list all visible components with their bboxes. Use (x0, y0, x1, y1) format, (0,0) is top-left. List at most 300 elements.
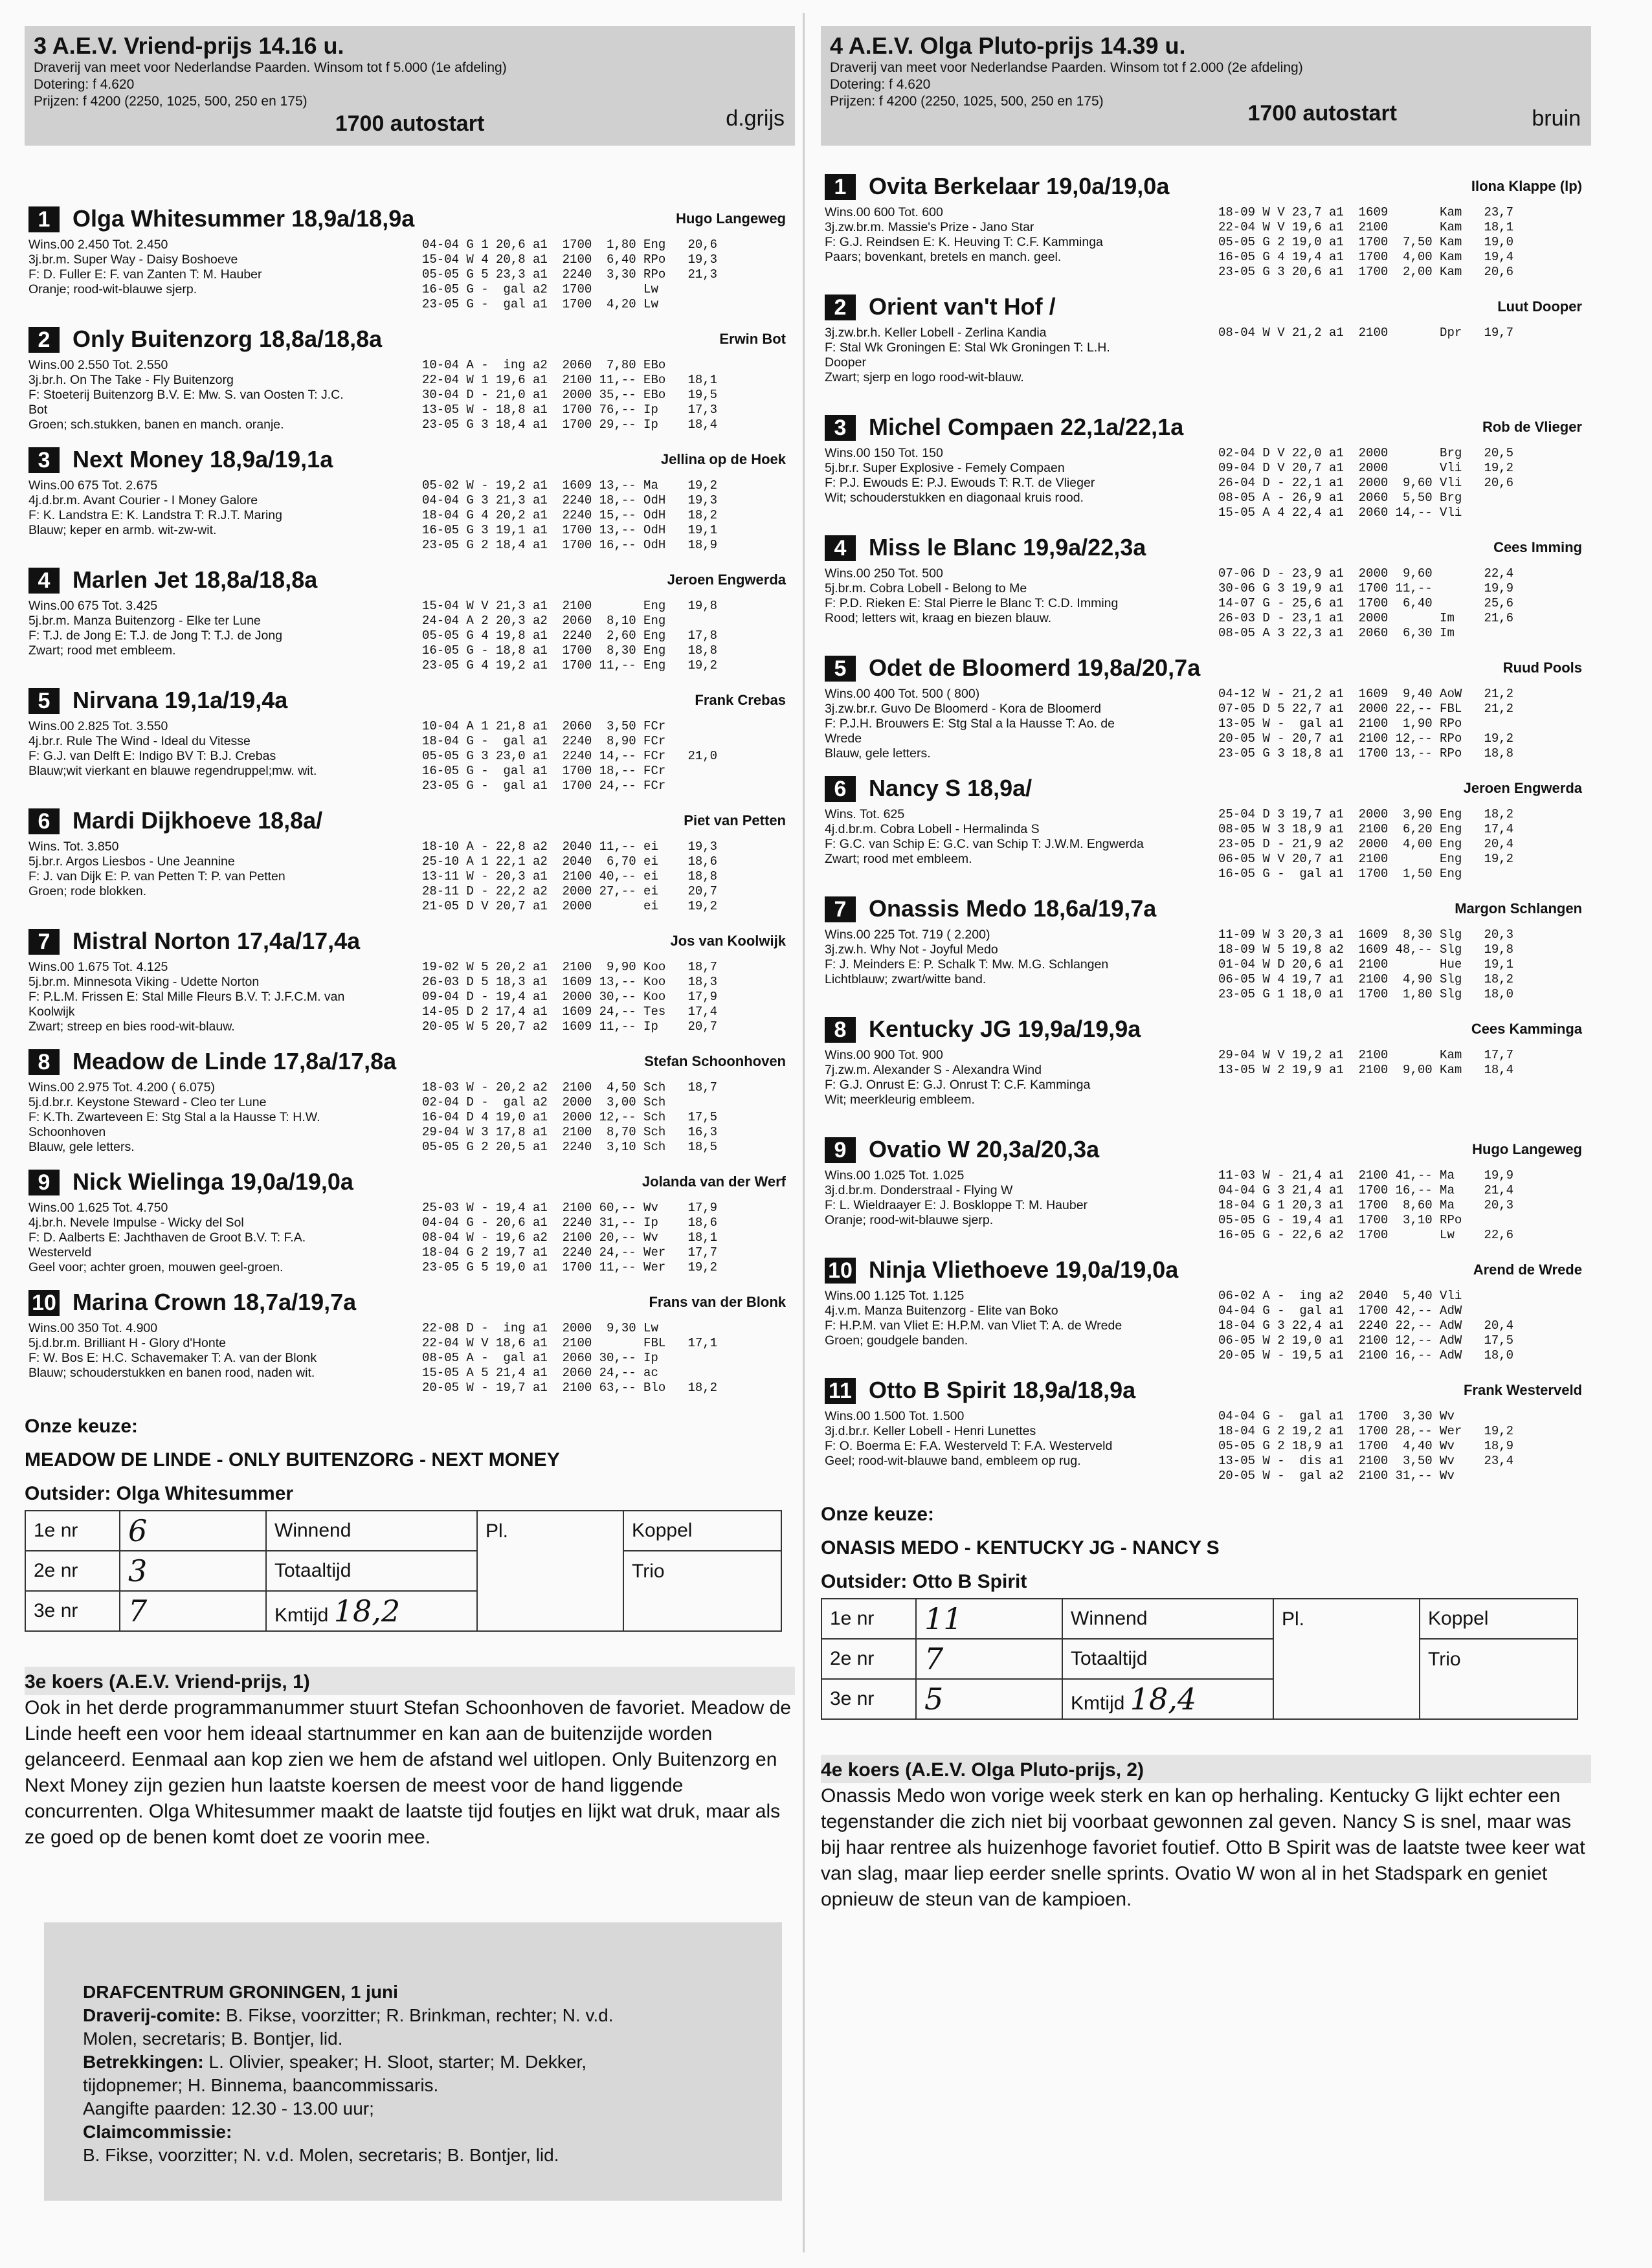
horse-driver: Margon Schlangen (1455, 900, 1582, 917)
horse-driver: Jellina op de Hoek (660, 451, 786, 467)
horse-info-line: Bot (28, 403, 48, 417)
horse-performances (1218, 1409, 1587, 1484)
horse-driver: Frans van der Blonk (649, 1294, 786, 1310)
performance-line: 08-05 A - gal a1 2060 30,-- Ip (422, 1351, 658, 1365)
info-text: B. Fikse, voorzitter; N. v.d. Molen, secretaris; B. Bontjer, lid. (83, 2145, 559, 2165)
performance-line: 04-04 G 1 20,6 a1 1700 1,80 Eng 20,6 (422, 238, 718, 252)
performance-line: 05-05 G 2 20,5 a1 2240 3,10 Sch 18,5 (422, 1140, 718, 1154)
horse-name: Odet de Bloomerd 19,8a/20,7a (869, 654, 1201, 681)
horse-info (825, 205, 1213, 265)
horse-info (825, 1048, 1213, 1107)
horse-info-line: Blauw; keper en armb. wit-zw-wit. (28, 523, 217, 537)
race-start: 1700 autostart (335, 111, 485, 136)
horse-info-line: F: G.C. van Schip E: G.C. van Schip T: J.W.M. Engwerda (825, 837, 1144, 851)
performance-line: 18-09 W 5 19,8 a2 1609 48,-- Slg 19,8 (1218, 942, 1514, 957)
horse-info-line: 3j.d.br.m. Donderstraal - Flying W (825, 1183, 1013, 1197)
horse-info-line: Wins.00 2.550 Tot. 2.550 (28, 358, 168, 372)
horse-info-line: F: K. Landstra E: K. Landstra T: R.J.T. Maring (28, 508, 282, 522)
horse-info (825, 326, 1213, 385)
performance-line: 25-04 D 3 19,7 a1 2000 3,90 Eng 18,2 (1218, 807, 1514, 821)
performance-line: 29-04 W V 19,2 a1 2100 Kam 17,7 (1218, 1048, 1514, 1062)
horse-entry (25, 562, 795, 683)
horse-driver: Ilona Klappe (lp) (1471, 178, 1582, 194)
race-conditions: Draverij van meet voor Nederlandse Paarden. Winsom tot f 2.000 (2e afdeling) (830, 60, 1303, 75)
performance-line: 08-05 W 3 18,9 a1 2100 6,20 Eng 17,4 (1218, 822, 1514, 836)
horse-number: 6 (28, 808, 60, 834)
horse-info-line: F: Stoeterij Buitenzorg B.V. E: Mw. S. van Oosten T: J.C. (28, 388, 344, 402)
horse-header (821, 891, 1591, 924)
performance-line: 11-03 W - 21,4 a1 2100 41,-- Ma 19,9 (1218, 1168, 1514, 1183)
horse-info-line: F: G.J. Reindsen E: K. Heuving T: C.F. Kamminga (825, 235, 1103, 249)
horse-info-line: Wins.00 1.025 Tot. 1.025 (825, 1168, 965, 1183)
performance-line: 04-04 G 3 21,3 a1 2240 18,-- OdH 19,3 (422, 493, 718, 507)
horse-info-line: Koolwijk (28, 1005, 75, 1019)
horse-entry (821, 771, 1591, 891)
horse-info-line: 3j.zw.h. Why Not - Joyful Medo (825, 942, 998, 957)
horse-number: 4 (28, 568, 60, 594)
performance-line: 23-05 G 3 18,4 a1 1700 29,-- Ip 18,4 (422, 417, 718, 432)
info-title: DRAFCENTRUM GRONINGEN, 1 juni (83, 1982, 398, 2002)
horse-name: Marlen Jet 18,8a/18,8a (73, 566, 318, 593)
horse-info-line: F: G.J. van Delft E: Indigo BV T: B.J. Crebas (28, 749, 276, 763)
horse-info-line: F: P.D. Rieken E: Stal Pierre le Blanc T: C.D. Imming (825, 596, 1119, 610)
horse-name: Ovita Berkelaar 19,0a/19,0a (869, 173, 1170, 199)
horse-header (821, 650, 1591, 683)
pl-label: Pl. (1273, 1599, 1420, 1719)
horse-performances (422, 599, 791, 673)
horse-info-line: 5j.d.br.r. Keystone Steward - Cleo ter Lune (28, 1095, 267, 1109)
horse-name: Meadow de Linde 17,8a/17,8a (73, 1048, 397, 1074)
handwritten-kmtijd: 18,4 (1130, 1682, 1197, 1717)
horse-info-line: 3j.zw.br.r. Guvo De Bloomerd - Kora de Bloomerd (825, 702, 1102, 716)
horse-name: Ovatio W 20,3a/20,3a (869, 1136, 1100, 1162)
info-label: Draverij-comite: (83, 2005, 221, 2025)
horse-header (821, 1012, 1591, 1044)
horse-info-line: 3j.zw.br.m. Massie's Prize - Jano Star (825, 220, 1034, 234)
horse-info (825, 807, 1213, 867)
handwritten-number: 7 (120, 1591, 266, 1631)
horse-entry (821, 1012, 1591, 1132)
handwritten-number: 5 (916, 1679, 1062, 1719)
horse-entry (25, 683, 795, 803)
performance-line: 25-03 W - 19,4 a1 2100 60,-- Wv 17,9 (422, 1201, 718, 1215)
horse-info-line: F: K.Th. Zwarteveen E: Stg Stal a la Hausse T: H.W. (28, 1110, 320, 1124)
horse-header (25, 683, 795, 715)
horse-performances (1218, 566, 1587, 641)
horse-info-line: Wins.00 2.825 Tot. 3.550 (28, 719, 168, 733)
horse-entry (821, 169, 1591, 289)
horse-name: Nick Wielinga 19,0a/19,0a (73, 1168, 353, 1195)
horse-info-line: Wins.00 250 Tot. 500 (825, 566, 943, 581)
horse-header (821, 771, 1591, 803)
info-label: Claimcommissie: (83, 2122, 232, 2142)
outsider: Outsider: Otto B Spirit (821, 1571, 1027, 1592)
horse-driver: Stefan Schoonhoven (644, 1053, 786, 1069)
performance-line: 19-02 W 5 20,2 a1 2100 9,90 Koo 18,7 (422, 960, 718, 974)
performance-line: 23-05 G - gal a1 1700 24,-- FCr (422, 779, 666, 793)
performance-line: 04-04 G - gal a1 1700 42,-- AdW (1218, 1304, 1462, 1318)
horse-header (25, 1285, 795, 1317)
horse-number: 8 (28, 1049, 60, 1075)
performance-line: 10-04 A 1 21,8 a1 2060 3,50 FCr (422, 719, 666, 733)
horse-number: 2 (28, 327, 60, 353)
performance-line: 16-05 G - gal a2 1700 Lw (422, 282, 658, 296)
column-divider (803, 13, 805, 2252)
performance-line: 23-05 G 3 20,6 a1 1700 2,00 Kam 20,6 (1218, 265, 1514, 279)
track-info-box (44, 1922, 782, 2201)
result-table (821, 1598, 1578, 1720)
horse-info-line: Zwart; rood met embleem. (28, 643, 176, 658)
performance-line: 04-04 G 3 21,4 a1 1700 16,-- Ma 21,4 (1218, 1183, 1514, 1197)
horse-name: Mistral Norton 17,4a/17,4a (73, 928, 361, 954)
horse-info-line: F: T.J. de Jong E: T.J. de Jong T: T.J. de Jong (28, 628, 283, 643)
horse-number: 3 (825, 415, 856, 441)
handwritten-number: 3 (120, 1551, 266, 1591)
horse-number: 7 (825, 896, 856, 922)
race-dotering: Dotering: f 4.620 (34, 77, 135, 92)
horse-performances (422, 1080, 791, 1155)
horse-driver: Jos van Koolwijk (670, 933, 786, 949)
horse-info-line: F: Stal Wk Groningen E: Stal Wk Groningen T: L.H. (825, 340, 1110, 355)
horse-performances (1218, 1048, 1587, 1078)
performance-line: 18-04 G 3 22,4 a1 2240 22,-- AdW 20,4 (1218, 1318, 1514, 1333)
horse-entry (25, 1285, 795, 1405)
horse-entry (25, 201, 795, 322)
performance-line: 05-05 G 2 19,0 a1 1700 7,50 Kam 19,0 (1218, 235, 1514, 249)
pl-label: Pl. (477, 1511, 623, 1631)
horse-driver: Frank Westerveld (1463, 1382, 1582, 1398)
performance-line: 23-05 G 4 19,2 a1 1700 11,-- Eng 19,2 (422, 658, 718, 673)
horse-info-line: F: P.L.M. Frissen E: Stal Mille Fleurs B.V. T: J.F.C.M. van (28, 990, 345, 1004)
horse-performances (1218, 205, 1587, 280)
horse-info-line: Wins.00 675 Tot. 3.425 (28, 599, 158, 613)
horse-entry (821, 650, 1591, 771)
horse-name: Nirvana 19,1a/19,4a (73, 687, 288, 713)
horse-performances (1218, 928, 1587, 1002)
info-text: B. Fikse, voorzitter; R. Brinkman, rechter; N. v.d. (221, 2005, 614, 2025)
performance-line: 16-05 G - gal a1 1700 1,50 Eng (1218, 867, 1462, 881)
horse-entry (821, 530, 1591, 650)
row-label: 1e nr (25, 1511, 120, 1551)
horse-performances (422, 238, 791, 312)
horse-name: Marina Crown 18,7a/19,7a (73, 1289, 357, 1315)
horse-info-line: Groen; sch.stukken, banen en manch. oranje. (28, 417, 284, 432)
row-label: 2e nr (821, 1639, 916, 1679)
performance-line: 15-05 A 5 21,4 a1 2060 24,-- ac (422, 1366, 658, 1380)
keuze-picks: MEADOW DE LINDE - ONLY BUITENZORG - NEXT MONEY (25, 1449, 560, 1471)
row-label: 3e nr (821, 1679, 916, 1719)
koppel-label: Koppel (1420, 1599, 1578, 1639)
horse-info-line: 5j.br.r. Super Explosive - Femely Compaen (825, 461, 1065, 475)
horse-driver: Hugo Langeweg (676, 210, 786, 227)
performance-line: 16-05 G 3 19,1 a1 1700 13,-- OdH 19,1 (422, 523, 718, 537)
race-conditions: Draverij van meet voor Nederlandse Paarden. Winsom tot f 5.000 (1e afdeling) (34, 60, 507, 75)
performance-line: 18-10 A - 22,8 a2 2040 11,-- ei 19,3 (422, 839, 718, 854)
performance-line: 23-05 G 2 18,4 a1 1700 16,-- OdH 18,9 (422, 538, 718, 552)
performance-line: 20-05 W - 19,5 a1 2100 16,-- AdW 18,0 (1218, 1348, 1514, 1362)
horse-performances (422, 1201, 791, 1275)
horse-info-line: Westerveld (28, 1245, 92, 1260)
race-dotering: Dotering: f 4.620 (830, 77, 931, 92)
horse-performances (1218, 807, 1587, 882)
horse-info-line: 3j.br.h. On The Take - Fly Buitenzorg (28, 373, 234, 387)
horse-driver: Arend de Wrede (1473, 1262, 1582, 1278)
winnend-label: Winnend (266, 1511, 477, 1551)
horse-info-line: Wins.00 2.975 Tot. 4.200 ( 6.075) (28, 1080, 215, 1095)
horse-number: 7 (28, 929, 60, 955)
horse-info (28, 839, 417, 899)
horse-info-line: Paars; bovenkant, bretels en manch. geel. (825, 250, 1062, 264)
horse-info-line: F: O. Boerma E: F.A. Westerveld T: F.A. Westerveld (825, 1439, 1113, 1453)
horse-info-line: Groen; rode blokken. (28, 884, 147, 898)
horse-info-line: 5j.d.br.m. Brilliant H - Glory d'Honte (28, 1336, 226, 1350)
performance-line: 18-04 G - gal a1 2240 8,90 FCr (422, 734, 666, 748)
horse-info (825, 1289, 1213, 1348)
horse-name: Onassis Medo 18,6a/19,7a (869, 895, 1157, 922)
horse-number: 9 (825, 1137, 856, 1163)
horse-info-line: Geel; rood-wit-blauwe band, embleem op rug. (825, 1454, 1081, 1468)
horse-number: 6 (825, 776, 856, 802)
horse-info-line: F: H.P.M. van Vliet E: H.P.M. van Vliet T: A. de Wrede (825, 1318, 1122, 1333)
horse-driver: Hugo Langeweg (1472, 1141, 1582, 1157)
performance-line: 13-05 W - 18,8 a1 1700 76,-- Ip 17,3 (422, 403, 718, 417)
keuze-picks: ONASIS MEDO - KENTUCKY JG - NANCY S (821, 1537, 1220, 1559)
horse-performances (1218, 1289, 1587, 1363)
horse-info (28, 719, 417, 779)
horse-driver: Jeroen Engwerda (1463, 780, 1582, 796)
horse-info-line: 4j.d.br.m. Cobra Lobell - Hermalinda S (825, 822, 1040, 836)
horse-driver: Jeroen Engwerda (667, 572, 786, 588)
winnend-label: Winnend (1062, 1599, 1273, 1639)
horse-info-line: F: L. Wieldraayer E: J. Boskloppe T: M. Hauber (825, 1198, 1088, 1212)
story-text: Ook in het derde programmanummer stuurt Stefan Schoonhoven de favoriet. Meadow de Linde heeft een voor hem ideaal startnummer en kan aan de buitenzijde worden gelanceerd. Eenmaal aan kop zien we hem de afstand wel uitlopen. Only Buitenzorg en Next Money zijn gezien hun laatste koersen de meest voor de hand liggende concurrenten. Olga Whitesummer maakt de laatste tijd foutjes en lijkt wat druk, maar als ze goed op de benen komt doet ze voorin mee. (25, 1697, 791, 1848)
performance-line: 02-04 D - gal a2 2000 3,00 Sch (422, 1095, 666, 1109)
performance-line: 05-05 G 4 19,8 a1 2240 2,60 Eng 17,8 (422, 628, 718, 643)
performance-line: 26-03 D - 23,1 a1 2000 Im 21,6 (1218, 611, 1514, 625)
info-text: Aangifte paarden: 12.30 - 13.00 uur; (83, 2098, 374, 2118)
horse-number: 11 (825, 1378, 856, 1404)
performance-line: 24-04 A 2 20,3 a2 2060 8,10 Eng (422, 614, 666, 628)
horse-info (28, 1321, 417, 1381)
horse-info-line: 4j.br.h. Nevele Impulse - Wicky del Sol (28, 1216, 244, 1230)
horse-number: 5 (28, 688, 60, 714)
keuze-label: Onze keuze: (25, 1416, 139, 1437)
handwritten-kmtijd: 18,2 (333, 1594, 401, 1629)
horse-number: 10 (28, 1290, 60, 1316)
performance-line: 16-05 G - gal a1 1700 18,-- FCr (422, 764, 666, 778)
handwritten-number: 11 (916, 1599, 1062, 1639)
horse-performances (1218, 446, 1587, 520)
horse-entry (25, 1044, 795, 1164)
performance-line: 23-05 G 1 18,0 a1 1700 1,80 Slg 18,0 (1218, 987, 1514, 1001)
performance-line: 06-05 W 4 19,7 a1 2100 4,90 Slg 18,2 (1218, 972, 1514, 986)
horse-number: 3 (28, 447, 60, 473)
performance-line: 05-05 G 5 23,3 a1 2240 3,30 RPo 21,3 (422, 267, 718, 282)
horse-performances (422, 960, 791, 1034)
trio-label: Trio (1420, 1639, 1578, 1719)
kmtijd-label: Kmtijd (1071, 1693, 1125, 1714)
horse-header (821, 1252, 1591, 1285)
performance-line: 09-04 D - 19,4 a1 2000 30,-- Koo 17,9 (422, 990, 718, 1004)
performance-line: 16-05 G - 18,8 a1 1700 8,30 Eng 18,8 (422, 643, 718, 658)
horse-name: Miss le Blanc 19,9a/22,3a (869, 534, 1146, 561)
performance-line: 18-04 G 1 20,3 a1 1700 8,60 Ma 20,3 (1218, 1198, 1514, 1212)
horse-header (821, 530, 1591, 562)
horse-info-line: Zwart; streep en bies rood-wit-blauw. (28, 1019, 235, 1034)
horse-info-line: Wit; meerkleurig embleem. (825, 1093, 975, 1107)
horse-info-line: Wins.00 900 Tot. 900 (825, 1048, 943, 1062)
horse-info-line: Wins.00 2.450 Tot. 2.450 (28, 238, 168, 252)
horse-name: Olga Whitesummer 18,9a/18,9a (73, 205, 415, 232)
horse-driver: Luut Dooper (1497, 298, 1582, 315)
horse-header (25, 803, 795, 836)
horse-info-line: Zwart; sjerp en logo rood-wit-blauw. (825, 370, 1024, 384)
horse-info-line: 4j.br.r. Rule The Wind - Ideal du Vitesse (28, 734, 251, 748)
performance-line: 05-05 G - 19,4 a1 1700 3,10 RPo (1218, 1213, 1462, 1227)
horse-performances (422, 1321, 791, 1395)
performance-line: 25-10 A 1 22,1 a2 2040 6,70 ei 18,6 (422, 854, 718, 869)
performance-line: 16-05 G - 22,6 a2 1700 Lw 22,6 (1218, 1228, 1514, 1242)
horse-info-line: Wins.00 150 Tot. 150 (825, 446, 943, 460)
horse-info (28, 358, 417, 432)
performance-line: 08-05 A 3 22,3 a1 2060 6,30 Im (1218, 626, 1455, 640)
horse-info-line: 4j.d.br.m. Avant Courier - I Money Galore (28, 493, 258, 507)
horse-driver: Cees Imming (1493, 539, 1582, 555)
horse-name: Mardi Dijkhoeve 18,8a/ (73, 807, 323, 834)
performance-line: 04-04 G - 20,6 a1 2240 31,-- Ip 18,6 (422, 1216, 718, 1230)
horse-name: Otto B Spirit 18,9a/18,9a (869, 1377, 1136, 1403)
performance-line: 22-04 W V 19,6 a1 2100 Kam 18,1 (1218, 220, 1514, 234)
horse-info (825, 566, 1213, 626)
performance-line: 20-05 W - 20,7 a1 2100 12,-- RPo 19,2 (1218, 731, 1514, 746)
row-label: 2e nr (25, 1551, 120, 1591)
info-text: Molen, secretaris; B. Bontjer, lid. (83, 2029, 343, 2049)
performance-line: 08-04 W V 21,2 a1 2100 Dpr 19,7 (1218, 326, 1514, 340)
horse-info-line: Wins.00 600 Tot. 600 (825, 205, 943, 219)
outsider: Outsider: Olga Whitesummer (25, 1483, 294, 1504)
horse-info-line: Lichtblauw; zwart/witte band. (825, 972, 987, 986)
performance-line: 15-04 W 4 20,8 a1 2100 6,40 RPo 19,3 (422, 252, 718, 267)
horse-info-line: Wit; schouderstukken en diagonaal kruis rood. (825, 491, 1084, 505)
horse-info-line: Blauw; schouderstukken en banen rood, naden wit. (28, 1366, 315, 1380)
horse-header (25, 1044, 795, 1076)
handwritten-number: 6 (120, 1511, 266, 1551)
horse-info-line: Wins.00 350 Tot. 4.900 (28, 1321, 158, 1335)
horse-entry (25, 322, 795, 442)
performance-line: 16-05 G 4 19,4 a1 1700 4,00 Kam 19,4 (1218, 250, 1514, 264)
handwritten-number: 7 (916, 1639, 1062, 1679)
row-label: 3e nr (25, 1591, 120, 1631)
performance-line: 26-04 D - 22,1 a1 2000 9,60 Vli 20,6 (1218, 476, 1514, 490)
horse-info-line: F: D. Fuller E: F. van Zanten T: M. Hauber (28, 267, 262, 282)
horse-header (25, 562, 795, 595)
performance-line: 07-06 D - 23,9 a1 2000 9,60 22,4 (1218, 566, 1514, 581)
horse-name: Nancy S 18,9a/ (869, 775, 1032, 801)
horse-number: 10 (825, 1258, 856, 1284)
race-title: 3 A.E.V. Vriend-prijs 14.16 u. (34, 32, 344, 59)
horse-info-line: Wins.00 1.500 Tot. 1.500 (825, 1409, 965, 1423)
horse-info-line: 7j.zw.m. Alexander S - Alexandra Wind (825, 1063, 1042, 1077)
race-color: bruin (1532, 106, 1581, 131)
performance-line: 04-04 G - gal a1 1700 3,30 Wv (1218, 1409, 1455, 1423)
race-header (25, 26, 795, 146)
horse-number: 9 (28, 1170, 60, 1195)
race-prizes: Prijzen: f 4200 (2250, 1025, 500, 250 en 175) (830, 94, 1104, 109)
horse-info-line: Oranje; rood-wit-blauwe sjerp. (28, 282, 197, 296)
race-prizes: Prijzen: f 4200 (2250, 1025, 500, 250 en 175) (34, 94, 307, 109)
performance-line: 18-04 G 2 19,7 a1 2240 24,-- Wer 17,7 (422, 1245, 718, 1260)
horse-info-line: Schoonhoven (28, 1125, 106, 1139)
horse-info-line: Geel voor; achter groen, mouwen geel-groen. (28, 1260, 284, 1274)
horse-entry (821, 891, 1591, 1012)
performance-line: 13-11 W - 20,3 a1 2100 40,-- ei 18,8 (422, 869, 718, 884)
info-text: tijdopnemer; H. Binnema, baancommissaris. (83, 2075, 439, 2095)
horse-header (25, 322, 795, 354)
horse-info-line: 3j.d.br.r. Keller Lobell - Henri Lunettes (825, 1424, 1036, 1438)
horse-entry (821, 1373, 1591, 1493)
performance-line: 13-05 W 2 19,9 a1 2100 9,00 Kam 18,4 (1218, 1063, 1514, 1077)
horse-list (821, 169, 1591, 1493)
horse-info-line: Blauw;wit vierkant en blauwe regendruppel;mw. wit. (28, 764, 317, 778)
story-text: Onassis Medo won vorige week sterk en kan op herhaling. Kentucky G lijkt echter een tegenstander die zich niet bij voorbaat gewonnen zal geven. Nancy S is snel, maar was bij haar rentree als huizenhoge favoriet foutief. Otto B Spirit was de laatste twee keer wat van slag, maar liep eerder snelle sprints. Ovatio W won al in het Stadspark en geniet opnieuw de steun van de kampioen. (821, 1785, 1585, 1910)
performance-line: 04-12 W - 21,2 a1 1609 9,40 AoW 21,2 (1218, 687, 1514, 701)
horse-info-line: F: G.J. Onrust E: G.J. Onrust T: C.F. Kamminga (825, 1078, 1091, 1092)
horse-name: Next Money 18,9a/19,1a (73, 446, 333, 472)
performance-line: 11-09 W 3 20,3 a1 1609 8,30 Slg 20,3 (1218, 928, 1514, 942)
race-header (821, 26, 1591, 146)
horse-info (825, 1409, 1213, 1469)
horse-performances (422, 478, 791, 553)
performance-line: 14-05 D 2 17,4 a1 1609 24,-- Tes 17,4 (422, 1005, 718, 1019)
horse-entry (821, 1252, 1591, 1373)
performance-line: 08-04 W - 19,6 a2 2100 20,-- Wv 18,1 (422, 1230, 718, 1245)
horse-driver: Ruud Pools (1502, 660, 1582, 676)
horse-info (28, 1080, 417, 1155)
horse-entry (821, 410, 1591, 530)
race-3-column (25, 26, 795, 1851)
horse-info-line: Wins.00 1.125 Tot. 1.125 (825, 1289, 965, 1303)
kmtijd-cell (266, 1591, 477, 1631)
horse-number: 4 (825, 535, 856, 561)
performance-line: 18-04 G 2 19,2 a1 1700 28,-- Wer 19,2 (1218, 1424, 1514, 1438)
horse-driver: Jolanda van der Werf (642, 1173, 786, 1190)
performance-line: 22-04 W V 18,6 a1 2100 FBL 17,1 (422, 1336, 718, 1350)
performance-line: 02-04 D V 22,0 a1 2000 Brg 20,5 (1218, 446, 1514, 460)
info-text: L. Olivier, speaker; H. Sloot, starter; M. Dekker, (203, 2052, 587, 2072)
performance-line: 22-08 D - ing a1 2000 9,30 Lw (422, 1321, 658, 1335)
story-heading: 3e koers (A.E.V. Vriend-prijs, 1) (25, 1643, 795, 1695)
horse-name: Michel Compaen 22,1a/22,1a (869, 414, 1184, 440)
horse-info-line: Wins.00 1.675 Tot. 4.125 (28, 960, 168, 974)
horse-performances (422, 719, 791, 794)
performance-line: 15-05 A 4 22,4 a1 2060 14,-- Vli (1218, 506, 1462, 520)
horse-entry (821, 289, 1591, 410)
horse-info (825, 446, 1213, 506)
performance-line: 09-04 D V 20,7 a1 2000 Vli 19,2 (1218, 461, 1514, 475)
horse-info-line: Blauw, gele letters. (825, 746, 931, 761)
horse-performances (1218, 326, 1587, 340)
performance-line: 10-04 A - ing a2 2060 7,80 EBo (422, 358, 666, 372)
horse-info (825, 1168, 1213, 1228)
performance-line: 23-05 G 5 19,0 a1 1700 11,-- Wer 19,2 (422, 1260, 718, 1274)
horse-performances (1218, 1168, 1587, 1243)
horse-header (821, 1132, 1591, 1164)
totaaltijd-label: Totaaltijd (266, 1551, 477, 1591)
horse-info-line: Dooper (825, 355, 866, 370)
horse-info-line: 3j.zw.br.h. Keller Lobell - Zerlina Kandia (825, 326, 1047, 340)
performance-line: 01-04 W D 20,6 a1 2100 Hue 19,1 (1218, 957, 1514, 972)
totaaltijd-label: Totaaltijd (1062, 1639, 1273, 1679)
